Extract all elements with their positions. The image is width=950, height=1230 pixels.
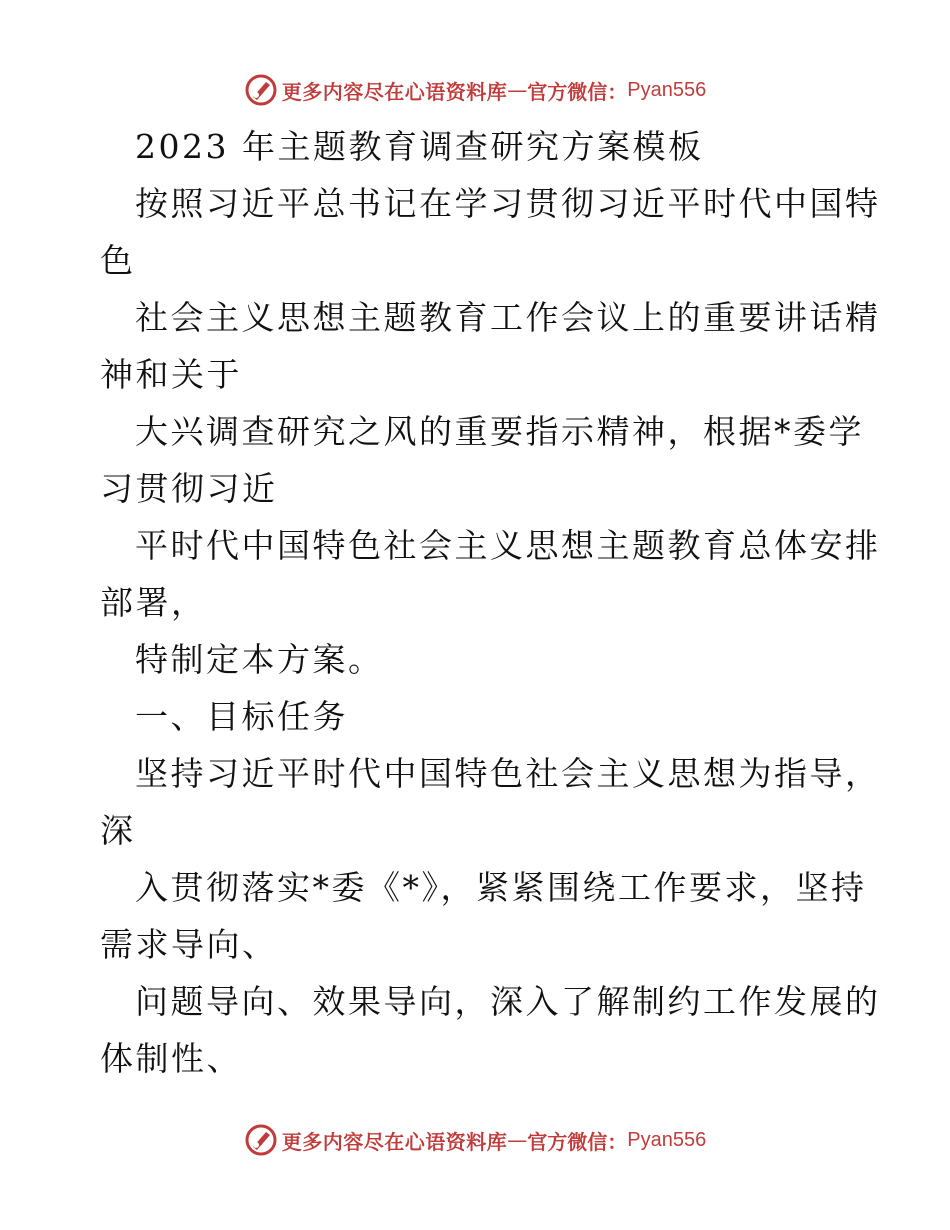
text-line: 问题导向、效果导向，深入了解制约工作发展的: [135, 982, 881, 1021]
text-line: 坚持习近平时代中国特色社会主义思想为指导，: [135, 754, 881, 793]
quill-seal-icon: [244, 73, 278, 107]
banner-text: 更多内容尽在心语资料库: [281, 1129, 508, 1154]
text-line: 入贯彻落实*委《*》，紧紧围绕工作要求，坚持: [135, 868, 867, 907]
banner-official-label: 官方微信：: [527, 1129, 628, 1154]
document-body: [100, 118, 881, 1087]
text-line: 部署，: [100, 583, 207, 622]
text-line: 平时代中国特色社会主义思想主题教育总体安排: [135, 526, 881, 565]
banner-official-label: 官方微信：: [527, 79, 628, 104]
banner-wechat-id: Pyan556: [627, 78, 707, 101]
header-banner: [0, 70, 950, 110]
quill-seal-icon: [244, 1123, 278, 1157]
banner-wechat-id: Pyan556: [627, 1128, 707, 1151]
text-line: 神和关于: [100, 355, 242, 394]
text-line: 习贯彻习近: [100, 469, 278, 508]
text-line: 色: [100, 241, 136, 280]
banner-text: 更多内容尽在心语资料库: [281, 79, 508, 104]
section-heading: 一、目标任务: [135, 697, 348, 736]
text-line: 按照习近平总书记在学习贯彻习近平时代中国特: [135, 184, 881, 223]
text-line: 深: [100, 811, 136, 850]
text-line: 需求导向、: [100, 925, 278, 964]
banner-separator: —: [507, 78, 528, 102]
footer-banner: [0, 1120, 950, 1160]
text-line: 大兴调查研究之风的重要指示精神，根据*委学: [135, 412, 864, 451]
banner-separator: —: [507, 1128, 528, 1152]
text-line: 特制定本方案。: [135, 640, 384, 679]
document-title: 2023 年主题教育调查研究方案模板: [135, 127, 704, 166]
text-line: 社会主义思想主题教育工作会议上的重要讲话精: [135, 298, 881, 337]
text-line: 体制性、: [100, 1039, 242, 1078]
